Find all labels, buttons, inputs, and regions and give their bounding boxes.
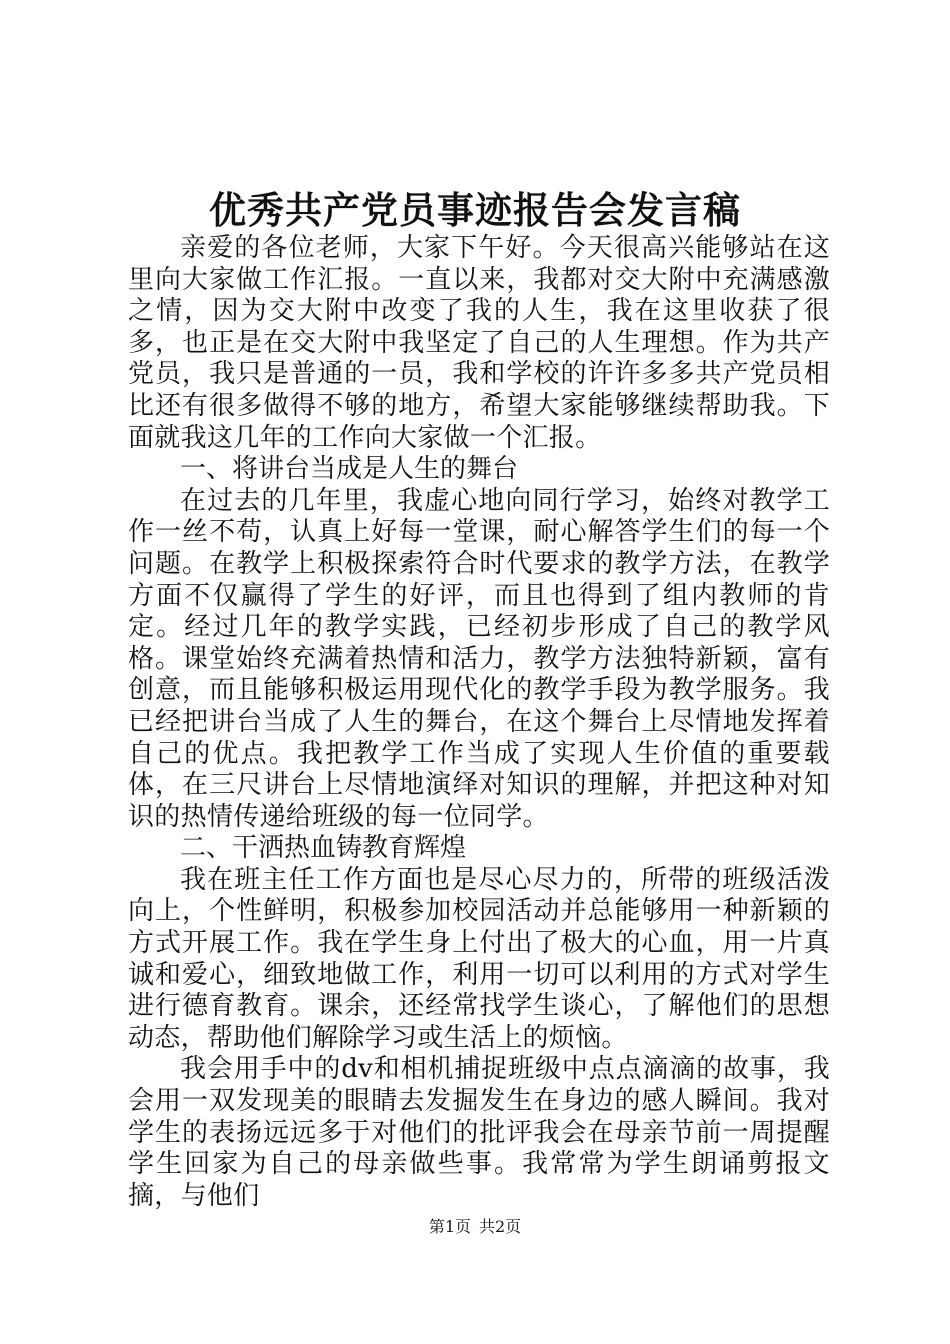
page-footer (0, 1216, 950, 1238)
intro-paragraph: 亲爱的各位老师，大家下午好。今天很高兴能够站在这里向大家做工作汇报。一直以来，我都对交大附中充满感激之情，因为交大附中改变了我的人生，我在这里收获了很多，也正是在交大附中我坚定了自己的人生理想。作为共产党员，我只是普通的一员，我和学校的许许多多共产党员相比还有很多做得不够的地方，希望大家能够继续帮助我。下面就我这几年的工作向大家做一个汇报。 (128, 233, 830, 453)
section-heading-1: 一、将讲台当成是人生的舞台 (180, 454, 519, 485)
page-number-total: 共2页 (479, 1217, 522, 1236)
section-2-paragraph-1: 我在班主任工作方面也是尽心尽力的，所带的班级活泼向上，个性鲜明，积极参加校园活动并总能够用一种新颖的方式开展工作。我在学生身上付出了极大的心血，用一片真诚和爱心，细致地做工作，利用一切可以利用的方式对学生进行德育教育。课余，还经常找学生谈心，了解他们的思想动态，帮助他们解除学习或生活上的烦恼。 (128, 864, 830, 1053)
section-2-paragraph-2: 我会用手中的dv和相机捕捉班级中点点滴滴的故事，我会用一双发现美的眼睛去发掘发生在身边的感人瞬间。我对学生的表扬远远多于对他们的批评我会在母亲节前一周提醒学生回家为自己的母亲做些事。我常常为学生朗诵剪报文摘，与他们 (128, 1054, 830, 1211)
section-1-paragraph: 在过去的几年里，我虚心地向同行学习，始终对教学工作一丝不苟，认真上好每一堂课，耐心解答学生们的每一个问题。在教学上积极探索符合时代要求的教学方法，在教学方面不仅赢得了学生的好评，而且也得到了组内教师的肯定。经过几年的教学实践，已经初步形成了自己的教学风格。课堂始终充满着热情和活力，教学方法独特新颖，富有创意，而且能够积极运用现代化的教学手段为教学服务。我已经把讲台当成了人生的舞台，在这个舞台上尽情地发挥着自己的优点。我把教学工作当成了实现人生价值的重要载体，在三尺讲台上尽情地演绎对知识的理解，并把这种对知识的热情传递给班级的每一位同学。 (128, 485, 830, 832)
page-number-current: 第1页 (428, 1217, 471, 1236)
section-heading-2: 二、干洒热血铸教育辉煌 (180, 833, 467, 864)
document-body (128, 233, 830, 1212)
document-title: 优秀共产党员事迹报告会发言稿 (209, 188, 741, 232)
